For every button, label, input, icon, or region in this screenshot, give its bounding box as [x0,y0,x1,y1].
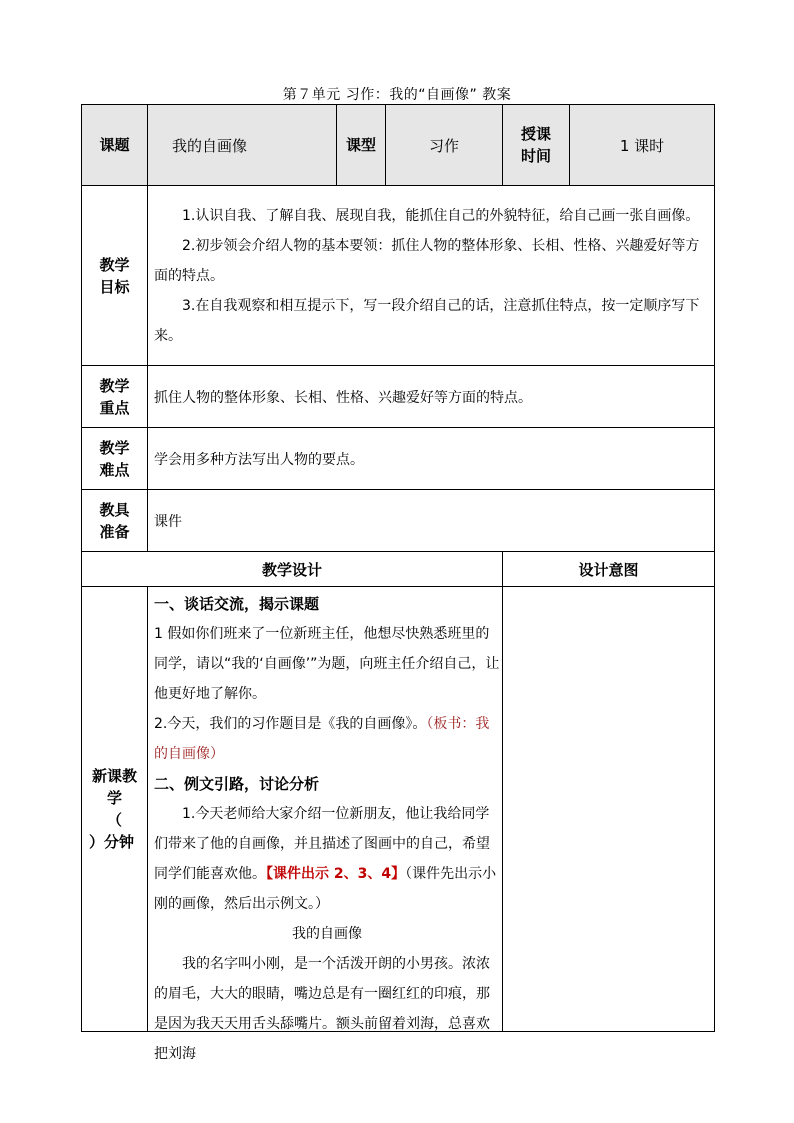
courseware-highlight: 【课件出示 2、3、4】 [266,866,406,882]
key-points-label: 教学重点 [82,366,148,428]
time-value: 1 课时 [570,105,715,186]
new-lesson-label-main: 新课教学 [92,767,138,807]
goals-row [82,186,715,366]
design-intent-cell [503,587,715,1032]
new-lesson-content [148,587,503,1062]
lesson-plan-table [81,104,715,1062]
paragraph-3 [154,799,500,919]
paragraph-2 [154,709,500,769]
difficulties-value: 学会用多种方法写出人物的要点。 [148,428,715,490]
type-value: 习作 [386,105,503,186]
section-1-title: 一、谈话交流，揭示课题 [154,595,320,613]
design-column-header: 教学设计 [82,552,503,587]
example-title: 我的自画像 [292,926,362,942]
new-lesson-label-minutes: ）分钟 [88,833,134,851]
board-note: （板书：我的自画像） [154,716,490,762]
paragraph-3-tail: （课件先出示小刚的画像，然后出示例文。） [154,866,497,912]
difficulties-label: 教学难点 [82,428,148,490]
section-2-title: 二、例文引路，讨论分析 [154,775,320,793]
type-label: 课型 [337,105,386,186]
new-lesson-label [82,587,148,1032]
new-lesson-row [82,587,715,1032]
topic-value: 我的自画像 [148,105,337,186]
time-label: 授课时间 [503,105,570,186]
topic-label: 课题 [82,105,148,186]
design-header-row [82,552,715,587]
example-text: 我的名字叫小刚，是一个活泼开朗的小男孩。浓浓的眉毛，大大的眼睛，嘴边总是有一圈红红的印痕，那是因为我天天用舌头舔嘴片。额头前留着刘海，总喜欢把刘海 [154,956,490,1062]
new-lesson-label-paren: （ [106,811,122,829]
goal-item-1: 1.认识自我、了解自我、展现自我，能抓住自己的外貌特征，给自己画一张自画像。 [182,207,700,224]
materials-row [82,490,715,552]
materials-label: 教具准备 [82,490,148,552]
paragraph-3-text: 1.今天老师给大家介绍一位新朋友，他让我给同学们带来了他的自画像，并且描述了图画中的自己，希望同学们能喜欢他。 [154,806,490,882]
goals-content [148,186,715,366]
key-points-row [82,366,715,428]
paragraph-2-text: 2.今天，我们的习作题目是《我的自画像》。 [154,716,427,732]
intent-column-header: 设计意图 [503,552,715,587]
key-points-value: 抓住人物的整体形象、长相、性格、兴趣爱好等方面的特点。 [148,366,715,428]
paragraph-1: 1 假如你们班来了一位新班主任，他想尽快熟悉班里的同学，请以“我的‘自画像’”为题，向班主任介绍自己，让他更好地了解你。 [154,626,500,702]
document-title: 第７单元 习作：我的“自画像” 教案 [282,87,512,103]
difficulties-row [82,428,715,490]
goals-label: 教学目标 [82,186,148,366]
header-row [82,105,715,186]
goal-item-3: 3.在自我观察和相互提示下，写一段介绍自己的话，注意抓住特点，按一定顺序写下来。 [154,297,700,344]
goal-item-2: 2.初步领会介绍人物的基本要领：抓住人物的整体形象、长相、性格、兴趣爱好等方面的特点。 [154,237,700,284]
materials-value: 课件 [148,490,715,552]
